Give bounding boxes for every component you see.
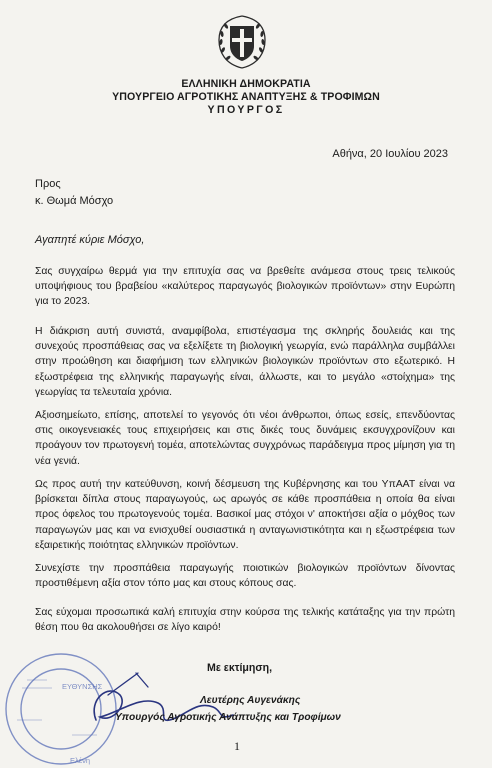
letter-date: Αθήνα, 20 Ιουλίου 2023	[332, 148, 448, 160]
office-title: ΥΠΟΥΡΓΟΣ	[207, 104, 285, 116]
body-paragraph-2: Η διάκριση αυτή συνιστά, αναμφίβολα, επιστέγασμα της σκληρής δουλειάς και της συνεχούς προσπάθειας σας να εξελίξετε τη βιολογική γεωργία, ενώ παράλληλα συμβάλλει στην προώθηση και διαφήμιση των ελληνικών βιολογικών προϊόντων στο εξωτερικό. Η εξωστρέφεια της ελληνικής παραγωγής είναι, άλλωστε, και το μεγάλο «στοίχημα» της γεωργίας τα τελευταία χρόνια.	[35, 326, 455, 398]
country-name: ΕΛΛΗΝΙΚΗ ΔΗΜΟΚΡΑΤΙΑ	[181, 78, 311, 90]
salutation: Αγαπητέ κύριε Μόσχο,	[35, 234, 145, 246]
body-paragraph-3: Αξιοσημείωτο, επίσης, αποτελεί το γεγονός ότι νέοι άνθρωποι, όπως εσείς, επενδύοντας στις οικογενειακές τους επιχειρήσεις και στις δικές τους δυνάμεις εκσυγχρονίζουν και προάγουν τον πρωτογενή τομέα, αποτελώντας συγχρόνως παράδειγμα προς μίμηση για τη νέα γενιά.	[35, 410, 455, 467]
ministry-name: ΥΠΟΥΡΓΕΙΟ ΑΓΡΟΤΙΚΗΣ ΑΝΑΠΤΥΞΗΣ & ΤΡΟΦΙΜΩΝ	[112, 91, 380, 103]
greek-coat-of-arms-emblem	[211, 10, 273, 72]
body-paragraph-4: Ως προς αυτή την κατεύθυνση, κοινή δέσμευση της Κυβέρνησης και του ΥπΑΑΤ είναι να βρίσκεται δίπλα στους παραγωγούς, ως αρωγός σε κάθε προσπάθεια η οποία θα είναι προς όφελος του πρωτογενούς τομέα. Βασικοί μας στόχοι ν' αποκτήσει αξία ο μόχθος των παραγωγών μας και να ενισχυθεί ουσιαστικά η ανταγωνιστικότητα και η εξωστρέφεια των εξαιρετικής ποιότητας ελληνικών προϊόντων.	[35, 479, 455, 551]
signatory-title: Υπουργός Αγροτικής Ανάπτυξης και Τροφίμων	[115, 712, 341, 723]
recipient-block	[35, 176, 113, 210]
signoff: Με εκτίμηση,	[207, 662, 273, 674]
signatory-name: Λευτέρης Αυγενάκης	[200, 695, 301, 706]
stamp-text-bottom: Ελένη	[70, 756, 91, 765]
recipient-name: κ. Θωμά Μόσχο	[35, 195, 114, 207]
body-paragraph-1: Σας συγχαίρω θερμά για την επιτυχία σας να βρεθείτε ανάμεσα στους τρεις τελικούς υποψήφιους του βραβείου «καλύτερος παραγωγός βιολογικών προϊόντων» στην Ευρώπη για το 2023.	[35, 266, 455, 308]
stamp-text-top: ΕΥΘΥΝΣΗΣ	[62, 682, 103, 691]
recipient-to-label: Προς	[35, 178, 61, 190]
letterhead	[0, 78, 492, 117]
page-number: 1	[234, 739, 240, 753]
body-paragraph-5: Συνεχίστε την προσπάθεια παραγωγής ποιοτικών βιολογικών προϊόντων δίνοντας προστιθέμενη αξία στον τόπο μας και στους κόπους σας.	[35, 563, 455, 590]
body-paragraph-6: Σας εύχομαι προσωπικά καλή επιτυχία στην κούρσα της τελικής κατάταξης για την πρώτη θέση που θα ακολουθήσει σε λίγο καιρό!	[35, 607, 455, 634]
